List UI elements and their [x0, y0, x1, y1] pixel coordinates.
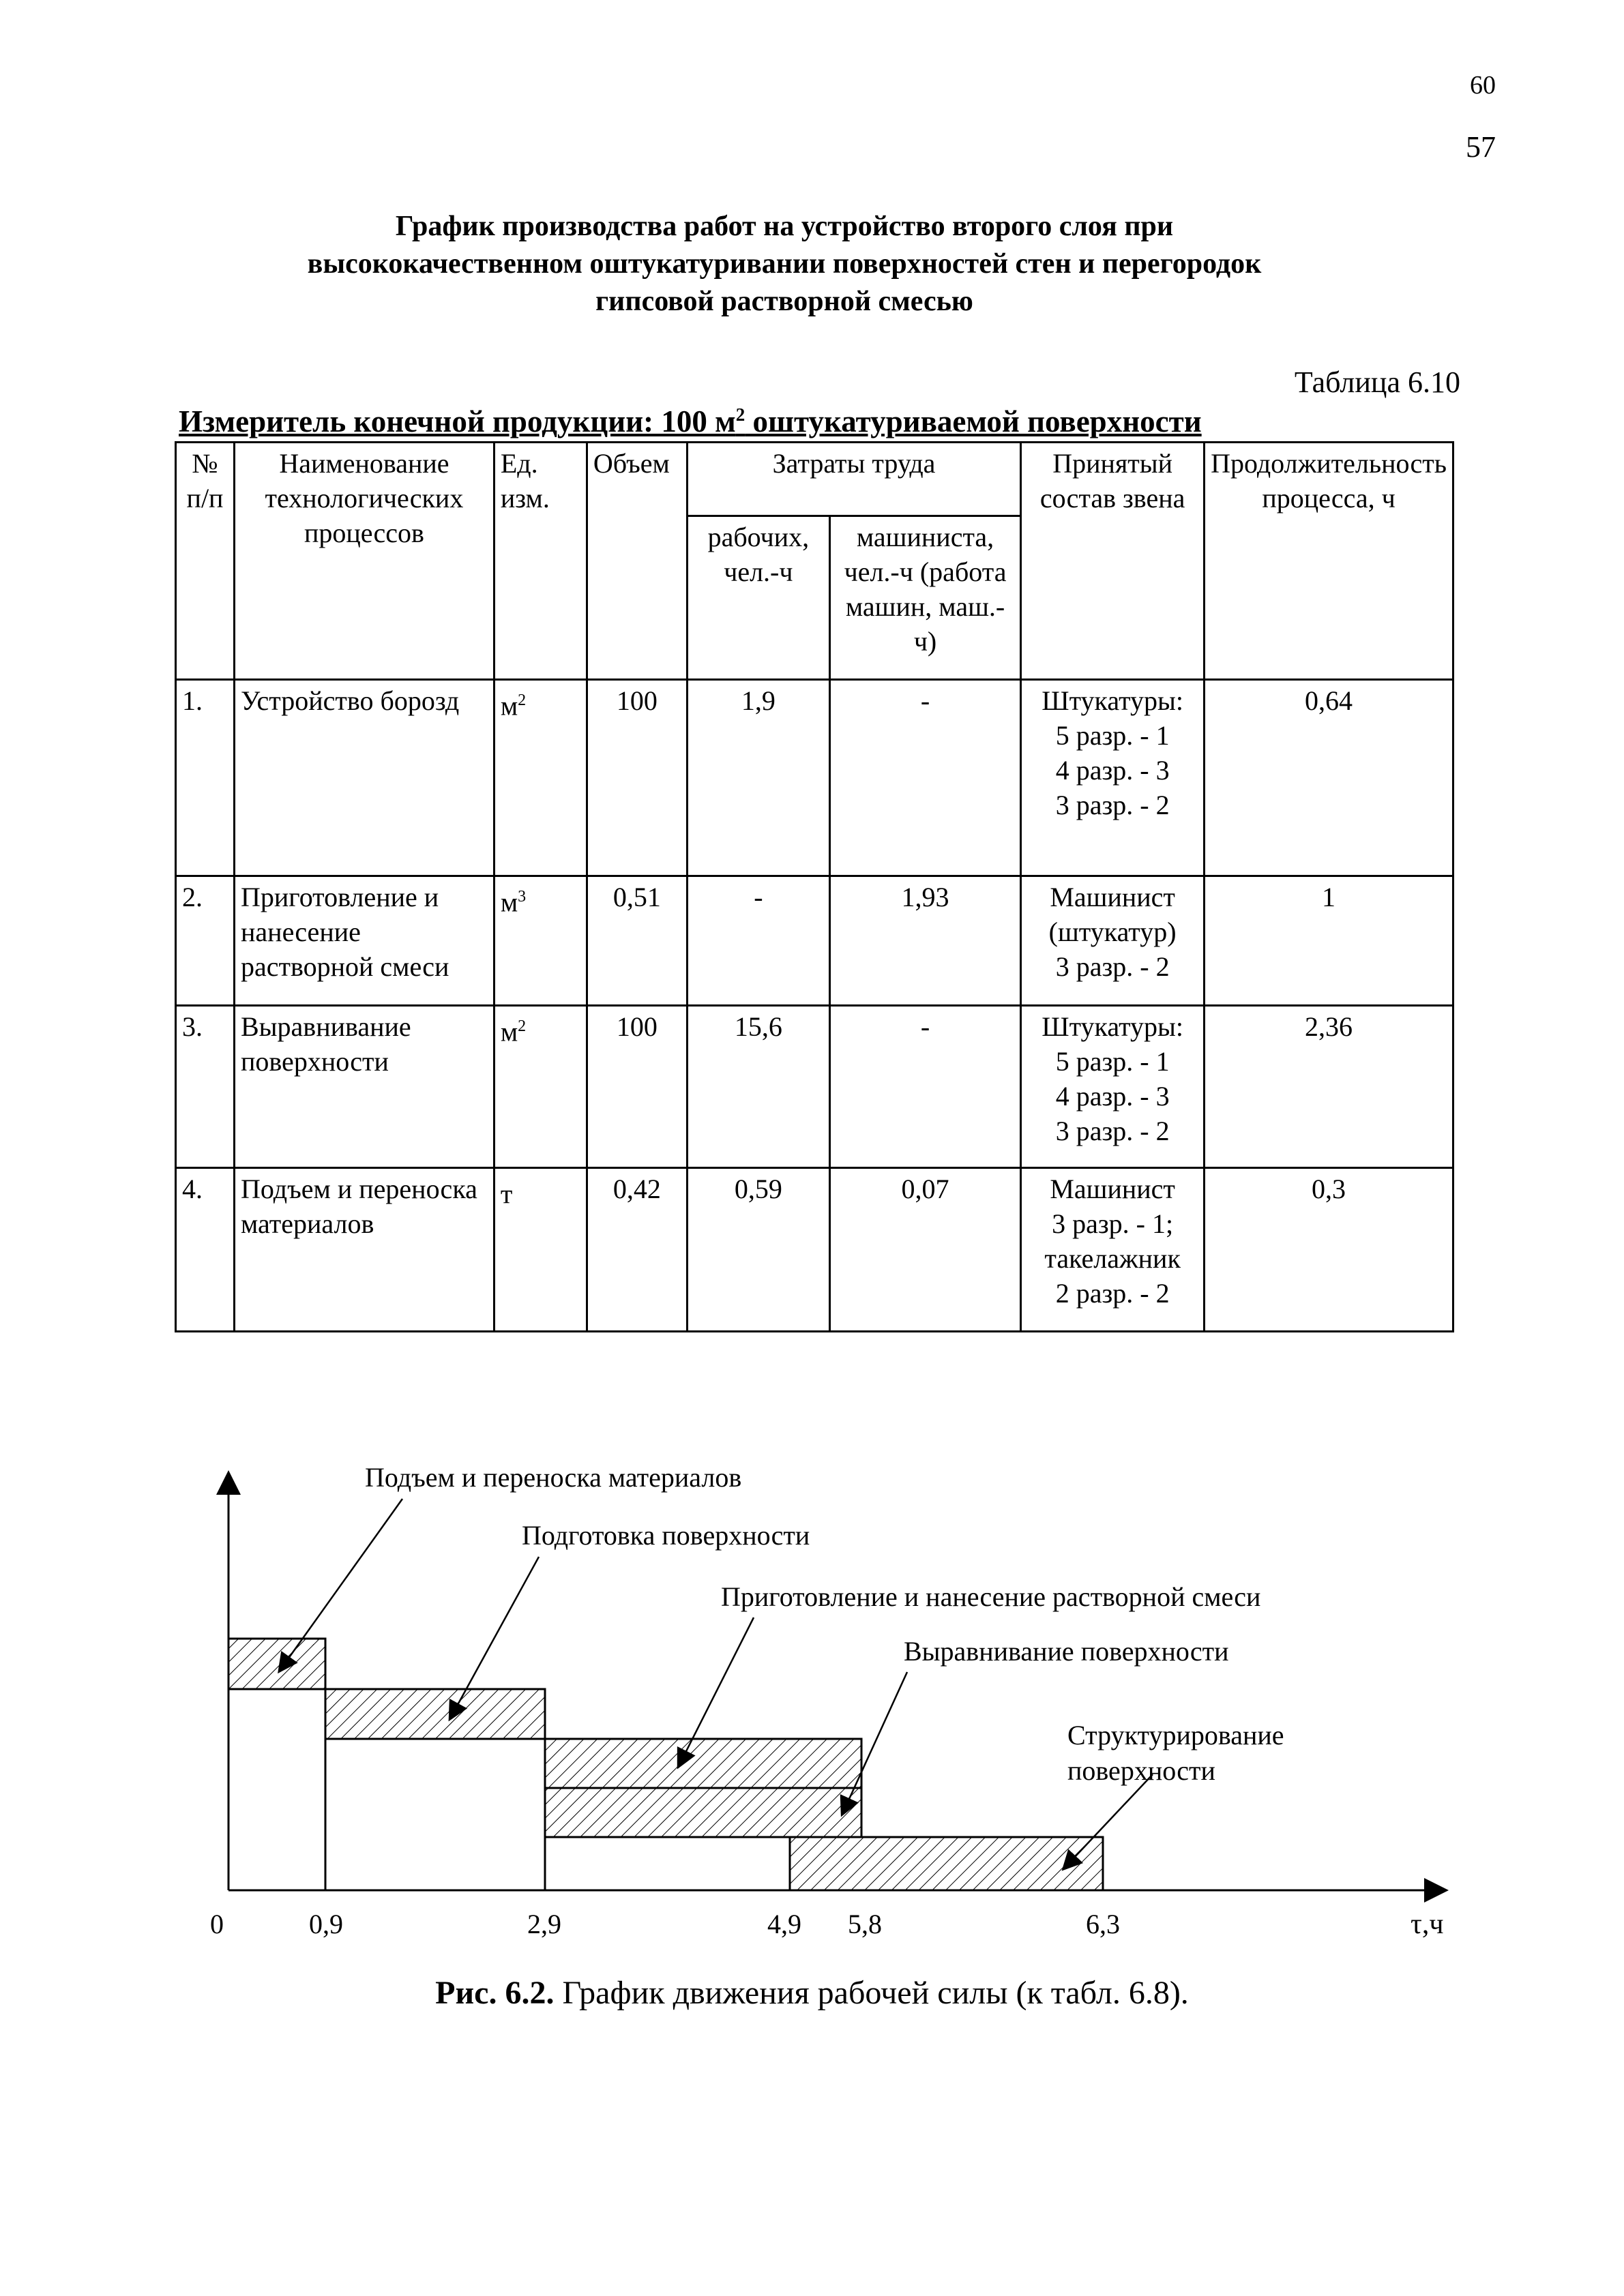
- cell-num: 1.: [176, 680, 235, 876]
- cell-name: Подъем и переноска материалов: [235, 1168, 494, 1332]
- crew-line: Машинист: [1050, 1174, 1175, 1204]
- header-labor: Затраты труда: [687, 443, 1020, 516]
- cell-duration: 0,64: [1205, 680, 1453, 876]
- band-label-2: Приготовление и нанесение растворной смеси: [721, 1581, 1261, 1612]
- crew-line: 3 разр. - 2: [1055, 951, 1170, 982]
- crew-line: 3 разр. - 1;: [1052, 1208, 1174, 1239]
- header-workers: рабочих, чел.-ч: [687, 516, 829, 680]
- band-label-3: Выравнивание поверхности: [904, 1636, 1229, 1667]
- crew-line: 5 разр. - 1: [1055, 720, 1170, 751]
- header-name: Наименование технологических процессов: [235, 443, 494, 680]
- cell-name: Приготовление и нанесение растворной смеси: [235, 876, 494, 1006]
- table-label: Таблица 6.10: [1294, 366, 1460, 399]
- unit-sup: 2: [518, 691, 527, 709]
- header-duration: Продолжительность процесса, ч: [1205, 443, 1453, 680]
- crew-line: 2 разр. - 2: [1055, 1278, 1170, 1309]
- title-line-2: высококачественном оштукатуривании поверхностей стен и перегородок: [307, 248, 1262, 280]
- unit-text: т: [500, 1178, 513, 1210]
- cell-machinist: 1,93: [829, 876, 1020, 1006]
- cell-name: Выравнивание поверхности: [235, 1006, 494, 1168]
- header-num: № п/п: [176, 443, 235, 680]
- band-3: [545, 1788, 861, 1837]
- title-line-1: График производства работ на устройство второго слоя при: [395, 211, 1174, 242]
- crew-line: 5 разр. - 1: [1055, 1046, 1170, 1077]
- header-crew: Принятый состав звена: [1021, 443, 1205, 680]
- page-number-top: 60: [1470, 71, 1496, 100]
- cell-duration: 0,3: [1205, 1168, 1453, 1332]
- unit-text: м: [500, 690, 518, 721]
- cell-workers: 1,9: [687, 680, 829, 876]
- measurer-line: Измеритель конечной продукции: 100 $м^2$ оштукатуриваемой поверхности: [179, 404, 1202, 438]
- cell-duration: 1: [1205, 876, 1453, 1006]
- crew-line: 3 разр. - 2: [1055, 1116, 1170, 1146]
- cell-volume: 0,42: [587, 1168, 687, 1332]
- cell-num: 3.: [176, 1006, 235, 1168]
- cell-volume: 100: [587, 1006, 687, 1168]
- cell-duration: 2,36: [1205, 1006, 1453, 1168]
- band-0: [228, 1639, 325, 1689]
- cell-name: Устройство борозд: [235, 680, 494, 876]
- cell-num: 4.: [176, 1168, 235, 1332]
- crew-line: 4 разр. - 3: [1055, 1081, 1170, 1112]
- cell-workers: 0,59: [687, 1168, 829, 1332]
- cell-workers: -: [687, 876, 829, 1006]
- crew-line: 4 разр. - 3: [1055, 755, 1170, 786]
- unit-text: м: [500, 886, 518, 918]
- cell-volume: 100: [587, 680, 687, 876]
- crew-line: Штукатуры:: [1042, 685, 1184, 716]
- cell-machinist: -: [829, 680, 1020, 876]
- x-tick-label: 4,9: [767, 1909, 801, 1939]
- header-volume: Объем: [587, 443, 687, 680]
- cell-num: 2.: [176, 876, 235, 1006]
- x-tick-label: 0: [210, 1909, 224, 1939]
- figure-caption: Рис. 6.2. График движения рабочей силы (к табл. 6.8).: [435, 1975, 1189, 2011]
- band-label-0: Подъем и переноска материалов: [365, 1462, 742, 1493]
- crew-line: (штукатур): [1048, 916, 1177, 947]
- x-tick-label: 5,8: [848, 1909, 882, 1939]
- unit-sup: 2: [518, 1017, 527, 1035]
- header-machinist: машиниста, чел.-ч (работа машин, маш.-ч): [829, 516, 1020, 680]
- x-tick-label: 0,9: [309, 1909, 343, 1939]
- page-number: 57: [1466, 130, 1496, 164]
- title-line-3: гипсовой растворной смесью: [595, 286, 973, 317]
- unit-sup: 3: [518, 888, 527, 906]
- band-4: [790, 1837, 1103, 1890]
- crew-line: Машинист: [1050, 882, 1175, 912]
- cell-machinist: -: [829, 1006, 1020, 1168]
- x-axis-label: τ,ч: [1411, 1909, 1444, 1940]
- unit-text: м: [500, 1016, 518, 1047]
- leader-arrow: [280, 1499, 402, 1671]
- cell-workers: 15,6: [687, 1006, 829, 1168]
- x-tick-label: 6,3: [1086, 1909, 1120, 1939]
- header-unit: Ед. изм.: [494, 443, 587, 680]
- crew-line: Штукатуры:: [1042, 1011, 1184, 1042]
- band-label-4: поверхности: [1067, 1755, 1215, 1786]
- cell-volume: 0,51: [587, 876, 687, 1006]
- leader-arrow: [1064, 1774, 1153, 1868]
- band-2: [545, 1739, 861, 1788]
- cell-machinist: 0,07: [829, 1168, 1020, 1332]
- band-1: [325, 1689, 545, 1739]
- x-tick-label: 2,9: [527, 1909, 561, 1939]
- crew-line: 3 разр. - 2: [1055, 790, 1170, 820]
- band-label-4: Структурирование: [1067, 1720, 1284, 1750]
- band-label-1: Подготовка поверхности: [522, 1520, 810, 1551]
- crew-line: такелажник: [1044, 1243, 1181, 1274]
